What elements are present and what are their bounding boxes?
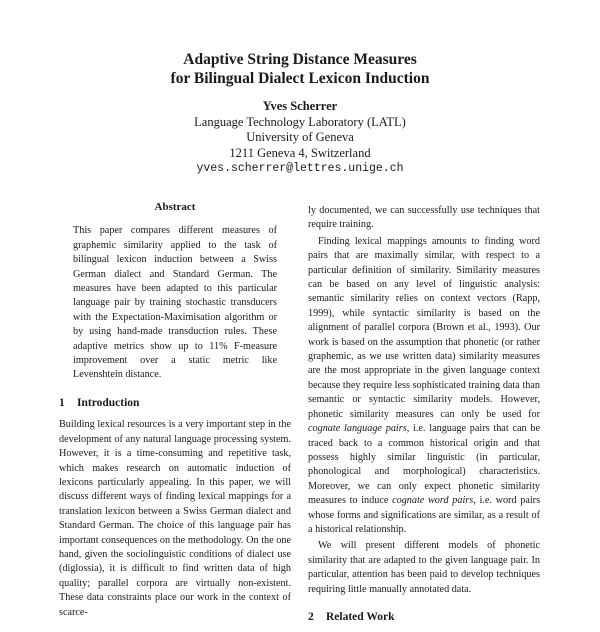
section-number: 2 [308, 610, 314, 623]
section-title: Related Work [326, 610, 395, 623]
abstract-text: This paper compares different measures of graphemic similarity applied to the task of bilingual lexicon induction between a Swiss German dialect and Standard German. The measures have been adapted to this particular language pair by training stochastic transducers with the Expectation-Maximisation algorithm or by using hand-made transduction rules. These adaptive metrics show up to 11% F-measure improvement over a static metric like Levenshtein distance. [73, 225, 277, 381]
term-cognate-word-pairs: cognate word pairs [392, 495, 474, 507]
author-name: Yves Scherrer [262, 99, 338, 113]
title-line-2: for Bilingual Dialect Lexicon Induction [170, 70, 430, 87]
intro-paragraph-2 [308, 235, 540, 538]
author-address: 1211 Geneva 4, Switzerland [229, 145, 371, 160]
author-university: University of Geneva [246, 130, 354, 144]
para2-text-c: , i.e. word pairs whose forms and significations are similar, as a result of a historical relationship. [308, 495, 541, 535]
author-affiliation: Language Technology Laboratory (LATL) [194, 114, 406, 129]
left-column [59, 200, 291, 620]
para2-text-b: , i.e. language pairs that can be traced back to a common historical origin and that possess highly similar linguistic (in particular, phonological and morphological) characteristics. Moreover, we can only expect phonetic similarity measures to induce [308, 423, 540, 507]
title-line-1: Adaptive String Distance Measures [183, 51, 417, 68]
author-block [0, 99, 600, 177]
intro-paragraph-1-continued: ly documented, we can successfully use techniques that require training. [308, 205, 540, 231]
paper-title [0, 50, 600, 88]
abstract-body [73, 224, 277, 382]
term-cognate-language-pairs: cognate language pairs [308, 423, 407, 435]
intro-paragraph-3: We will present different models of phonetic similarity that are adapted to the given language pair. In particular, attention has been paid to develop techniques requiring little manually annotated data. [308, 540, 540, 595]
para2-text-a: Finding lexical mappings amounts to finding word pairs that are maximally similar, with respect to a particular definition of similarity. Similarity measures can be based on any level of linguistic analysis: semantic similarity relies on context vectors (Rapp, 1999), while syntactic similarity is based on the alignment of parallel corpora (Brown et al., 1993). Our work is based on the assumption that phonetic (or rather graphemic, as we use written data) similarity measures are the most appropriate in the given language context because they require less sophisticated training data than semantic or syntactic similarity models. However, phonetic similarity measures can only be used for [308, 235, 540, 420]
author-email: yves.scherrer@lettres.unige.ch [196, 162, 404, 175]
abstract-heading: Abstract [154, 201, 196, 213]
section-heading-introduction [59, 396, 291, 410]
intro-paragraph-1: Building lexical resources is a very important step in the development of any natural language processing system. However, it is a time-consuming and repetitive task, which makes research on automatic induction of lexicons particularly appealing. In this paper, we will discuss different ways of finding lexical mappings for a translation lexicon between a Swiss German dialect and Standard German. The choice of this language pair has important consequences on the methodology. On the one hand, given the sociolinguistic conditions of dialect use (diglossia), it is difficult to find written data of high quality; parallel corpora are virtually non-existent. These data constraints place our work in the context of scarce- [59, 419, 291, 618]
section-number: 1 [59, 396, 65, 409]
section-title: Introduction [77, 396, 140, 409]
right-column [308, 204, 540, 632]
section-heading-related-work [308, 610, 540, 624]
